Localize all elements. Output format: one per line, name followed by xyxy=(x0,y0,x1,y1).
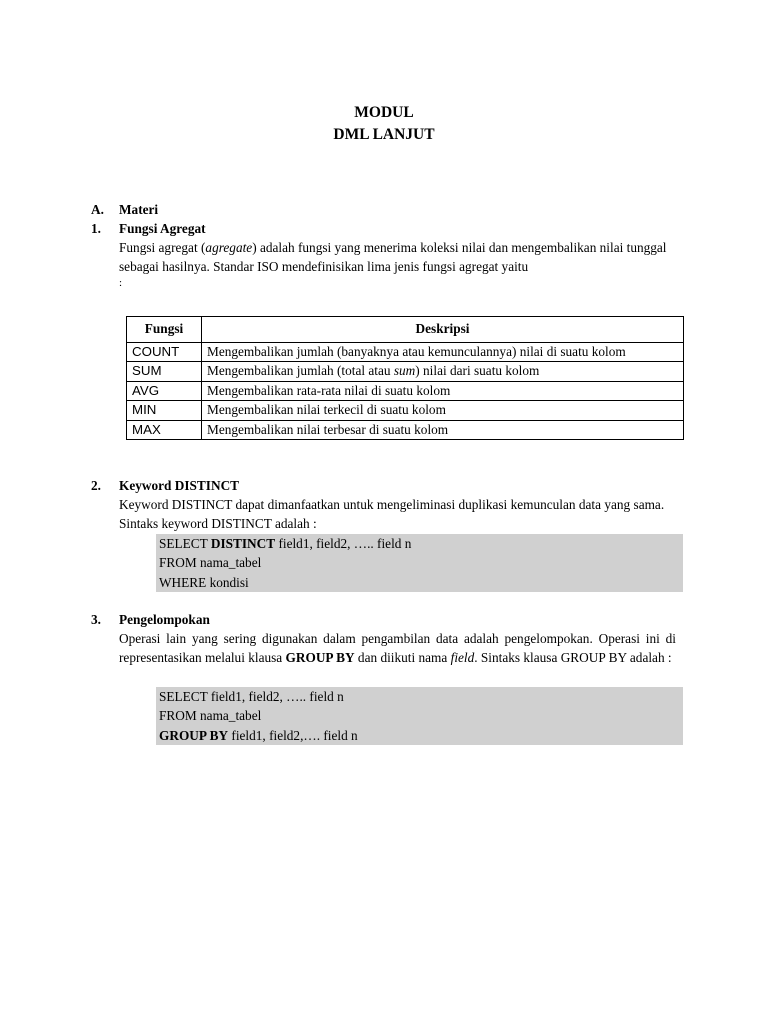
code-line: FROM nama_tabel xyxy=(159,555,262,571)
table-cell-function: AVG xyxy=(127,381,202,401)
section-3-heading xyxy=(91,610,210,629)
code-keyword: DISTINCT xyxy=(210,536,276,551)
group-by-code-block xyxy=(156,687,683,745)
table-header-row xyxy=(127,317,684,343)
para-text: Keyword DISTINCT dapat dimanfaatkan untuk mengeliminasi duplikasi kemunculan data yang sama. Sintaks keyword DISTINCT adalah : xyxy=(119,497,665,531)
code-keyword: GROUP BY xyxy=(159,727,229,743)
table-cell-description: Mengembalikan nilai terkecil di suatu kolom xyxy=(202,401,684,421)
section-2-number: 2. xyxy=(91,478,101,493)
code-line: SELECT field1, field2, ….. field n xyxy=(159,689,344,704)
table-cell-description xyxy=(202,362,684,382)
table-header-fungsi: Fungsi xyxy=(127,317,202,343)
section-a-label: A. xyxy=(91,202,104,217)
section-a-text: Materi xyxy=(119,202,159,217)
table-cell-description: Mengembalikan rata-rata nilai di suatu kolom xyxy=(202,381,684,401)
para-text: Fungsi agregat ( xyxy=(119,240,206,255)
table-row xyxy=(127,342,684,362)
description-italic: sum xyxy=(393,363,416,378)
para-text: Operasi lain yang sering digunakan dalam pengambilan data adalah pengelompokan. Operasi ini di representasikan melalui klausa xyxy=(119,631,676,665)
table-row xyxy=(127,381,684,401)
table-cell-function: SUM xyxy=(127,362,202,382)
table-cell-function: MAX xyxy=(127,420,202,440)
para-text: . Sintaks klausa GROUP BY adalah : xyxy=(474,650,672,665)
aggregate-functions-table xyxy=(126,316,684,440)
section-3-number: 3. xyxy=(91,612,101,627)
code-text: SELECT xyxy=(159,536,211,551)
distinct-code-block xyxy=(156,534,683,592)
section-1-title: Fungsi Agregat xyxy=(119,221,206,236)
code-line: FROM nama_tabel xyxy=(159,708,262,724)
section-2-paragraph xyxy=(119,495,676,533)
table-cell-description: Mengembalikan nilai terbesar di suatu kolom xyxy=(202,420,684,440)
section-a-heading xyxy=(91,200,158,219)
section-2-title: Keyword DISTINCT xyxy=(119,478,240,493)
table-row xyxy=(127,420,684,440)
table-row xyxy=(127,362,684,382)
section-1-heading xyxy=(91,219,206,238)
colon-text: : xyxy=(119,277,123,289)
section-3-paragraph xyxy=(119,629,676,667)
table-cell-description: Mengembalikan jumlah (banyaknya atau kemunculannya) nilai di suatu kolom xyxy=(202,342,684,362)
module-title: MODUL xyxy=(354,104,414,121)
table-cell-function: COUNT xyxy=(127,342,202,362)
table-cell-function: MIN xyxy=(127,401,202,421)
description-text: ) nilai dari suatu kolom xyxy=(415,363,540,378)
para-italic-term: agregate xyxy=(205,240,253,255)
module-subtitle: DML LANJUT xyxy=(333,126,435,143)
section-3-title: Pengelompokan xyxy=(119,612,210,627)
code-text: field1, field2,…. field n xyxy=(228,727,358,743)
table-header-deskripsi: Deskripsi xyxy=(202,317,684,343)
code-text: field1, field2, ….. field n xyxy=(275,536,412,551)
para-bold-term: GROUP BY xyxy=(285,650,355,665)
para-text: ) adalah fungsi yang menerima koleksi nilai dan mengembalikan nilai tunggal sebagai hasilnya. Standar ISO mendefinisikan lima jenis fungsi agregat yaitu xyxy=(119,240,667,274)
para-italic-term: field xyxy=(450,650,475,665)
para-text: dan diikuti nama xyxy=(354,650,451,665)
table-row xyxy=(127,401,684,421)
description-text: Mengembalikan jumlah (total atau xyxy=(207,363,394,378)
code-line xyxy=(159,726,683,745)
section-1-paragraph xyxy=(119,238,676,290)
code-line xyxy=(159,534,683,553)
section-2-heading xyxy=(91,476,239,495)
section-1-number: 1. xyxy=(91,221,101,236)
code-line: WHERE kondisi xyxy=(159,574,249,590)
